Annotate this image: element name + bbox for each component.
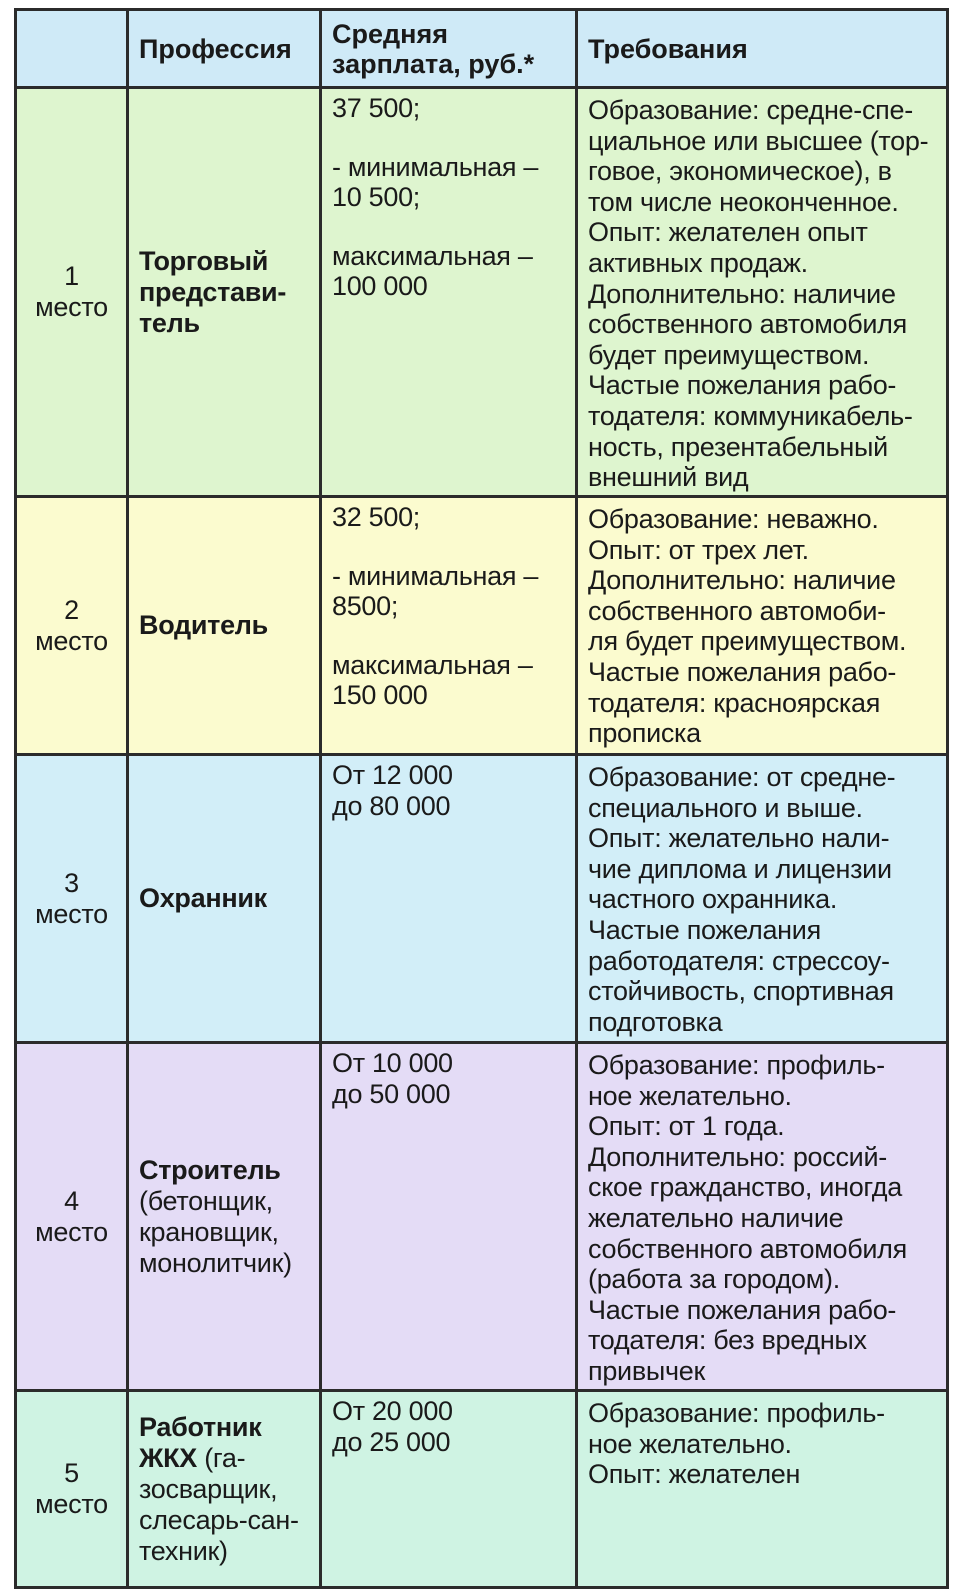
requirement-line: специального и выше. bbox=[588, 792, 863, 823]
rank-cell: 5 место bbox=[16, 1391, 128, 1588]
profession-name: Водитель bbox=[139, 610, 268, 640]
requirement-line: ское гражданство, иногда bbox=[588, 1172, 902, 1203]
requirement-line: говое, экономическое), в bbox=[588, 156, 892, 187]
salary-line: 8500; bbox=[332, 591, 399, 622]
salary-cell bbox=[321, 755, 577, 1043]
requirement-line: Дополнительно: наличие bbox=[588, 565, 896, 596]
header-requirements: Требования bbox=[577, 10, 948, 88]
requirement-line: циальное или высшее (тор- bbox=[588, 125, 929, 156]
profession-name: ЖКХ bbox=[139, 1442, 197, 1473]
requirement-line: Образование: от средне- bbox=[588, 762, 896, 792]
salary-cell bbox=[321, 88, 577, 497]
profession-note: (бетонщик, bbox=[139, 1185, 273, 1216]
requirement-line: ность, презентабельный bbox=[588, 431, 888, 462]
salary-line: до 80 000 bbox=[332, 790, 451, 821]
profession-note: монолитчик) bbox=[139, 1247, 292, 1278]
table-row bbox=[16, 1043, 948, 1391]
profession-name: тель bbox=[139, 307, 200, 338]
salary-line: 32 500; bbox=[332, 502, 420, 532]
requirement-line: привычек bbox=[588, 1355, 705, 1386]
salary-line: до 25 000 bbox=[332, 1426, 451, 1457]
salary-cell bbox=[321, 1391, 577, 1588]
profession-name: представи- bbox=[139, 276, 287, 307]
requirements-cell bbox=[577, 497, 948, 755]
profession-cell bbox=[128, 755, 321, 1043]
requirement-line: активных продаж. bbox=[588, 247, 808, 278]
salary-line: максимальная – bbox=[332, 240, 533, 271]
requirement-line: Образование: профиль- bbox=[588, 1050, 885, 1080]
header-rank bbox=[16, 10, 128, 88]
requirement-line: Опыт: желателен опыт bbox=[588, 217, 868, 248]
table-row bbox=[16, 1391, 948, 1588]
profession-cell bbox=[128, 88, 321, 497]
profession-name: Торговый bbox=[139, 245, 269, 276]
salary-line: От 12 000 bbox=[332, 760, 453, 790]
requirement-line: Частые пожелания рабо- bbox=[588, 370, 897, 401]
table-row bbox=[16, 497, 948, 755]
requirement-line: Опыт: от трех лет. bbox=[588, 534, 809, 565]
requirement-line: Частые пожелания рабо- bbox=[588, 1294, 897, 1325]
requirement-line: тодателя: красноярская bbox=[588, 687, 881, 718]
requirement-line: Частые пожелания bbox=[588, 914, 821, 945]
rank-cell: 4 место bbox=[16, 1043, 128, 1391]
salary-line: максимальная – bbox=[332, 649, 533, 680]
header-profession: Профессия bbox=[128, 10, 321, 88]
requirement-line: Частые пожелания рабо- bbox=[588, 656, 897, 687]
salary-line: 37 500; bbox=[332, 93, 420, 123]
requirement-line: будет преимуществом. bbox=[588, 339, 870, 370]
requirement-line: Образование: профиль- bbox=[588, 1398, 885, 1428]
requirements-cell bbox=[577, 755, 948, 1043]
profession-note: (га- bbox=[197, 1442, 246, 1473]
salary-line: 10 500; bbox=[332, 182, 420, 213]
requirement-line: тодателя: коммуникабель- bbox=[588, 400, 913, 431]
requirement-line: ное желательно. bbox=[588, 1080, 792, 1111]
requirement-line: Образование: неважно. bbox=[588, 504, 879, 534]
table-row bbox=[16, 88, 948, 497]
profession-name: Работник bbox=[139, 1411, 262, 1442]
requirement-line: работодателя: стрессоу- bbox=[588, 945, 890, 976]
requirement-line: Опыт: желательно нали- bbox=[588, 823, 890, 854]
rank-cell: 1 место bbox=[16, 88, 128, 497]
salary-line: - минимальная – bbox=[332, 560, 539, 591]
requirement-line: Дополнительно: наличие bbox=[588, 278, 896, 309]
requirements-cell bbox=[577, 1043, 948, 1391]
salary-line: От 10 000 bbox=[332, 1048, 453, 1078]
requirement-line: прописка bbox=[588, 718, 701, 749]
profession-note: слесарь-сан- bbox=[139, 1504, 299, 1535]
requirements-cell bbox=[577, 88, 948, 497]
profession-name: Охранник bbox=[139, 883, 267, 913]
requirement-line: собственного автомобиля bbox=[588, 1233, 907, 1264]
requirement-line: Дополнительно: россий- bbox=[588, 1141, 887, 1172]
header-row bbox=[16, 10, 948, 88]
salary-line: От 20 000 bbox=[332, 1396, 453, 1426]
requirement-line: внешний вид bbox=[588, 462, 749, 493]
profession-note: зосварщик, bbox=[139, 1473, 278, 1504]
profession-cell bbox=[128, 1043, 321, 1391]
requirement-line: желательно наличие bbox=[588, 1202, 844, 1233]
requirement-line: чие диплома и лицензии bbox=[588, 853, 892, 884]
rank-cell: 2 место bbox=[16, 497, 128, 755]
rank-cell: 3 место bbox=[16, 755, 128, 1043]
requirement-line: собственного автомоби- bbox=[588, 595, 886, 626]
requirement-line: том числе неоконченное. bbox=[588, 186, 899, 217]
requirement-line: тодателя: без вредных bbox=[588, 1325, 867, 1356]
jobs-table bbox=[14, 8, 949, 1589]
header-salary bbox=[321, 10, 577, 88]
requirements-cell bbox=[577, 1391, 948, 1588]
salary-line: - минимальная – bbox=[332, 151, 539, 182]
profession-note: техник) bbox=[139, 1535, 228, 1566]
salary-line: до 50 000 bbox=[332, 1078, 451, 1109]
salary-cell bbox=[321, 497, 577, 755]
requirement-line: ля будет преимуществом. bbox=[588, 626, 907, 657]
salary-line: 150 000 bbox=[332, 680, 428, 711]
salary-cell bbox=[321, 1043, 577, 1391]
profession-cell bbox=[128, 497, 321, 755]
header-salary-line1: Средняя bbox=[332, 18, 448, 49]
requirement-line: Опыт: желателен bbox=[588, 1459, 801, 1490]
header-salary-line2: зарплата, руб.* bbox=[332, 48, 535, 79]
profession-name: Строитель bbox=[139, 1154, 281, 1185]
requirement-line: ное желательно. bbox=[588, 1428, 792, 1459]
table-row bbox=[16, 755, 948, 1043]
salary-line: 100 000 bbox=[332, 271, 428, 302]
requirement-line: собственного автомобиля bbox=[588, 309, 907, 340]
requirement-line: подготовка bbox=[588, 1006, 723, 1037]
requirement-line: (работа за городом). bbox=[588, 1264, 840, 1295]
requirement-line: частного охранника. bbox=[588, 884, 838, 915]
requirement-line: Образование: средне-спе- bbox=[588, 95, 913, 125]
requirement-line: Опыт: от 1 года. bbox=[588, 1111, 785, 1142]
requirement-line: стойчивость, спортивная bbox=[588, 976, 894, 1007]
profession-cell bbox=[128, 1391, 321, 1588]
profession-note: крановщик, bbox=[139, 1216, 279, 1247]
